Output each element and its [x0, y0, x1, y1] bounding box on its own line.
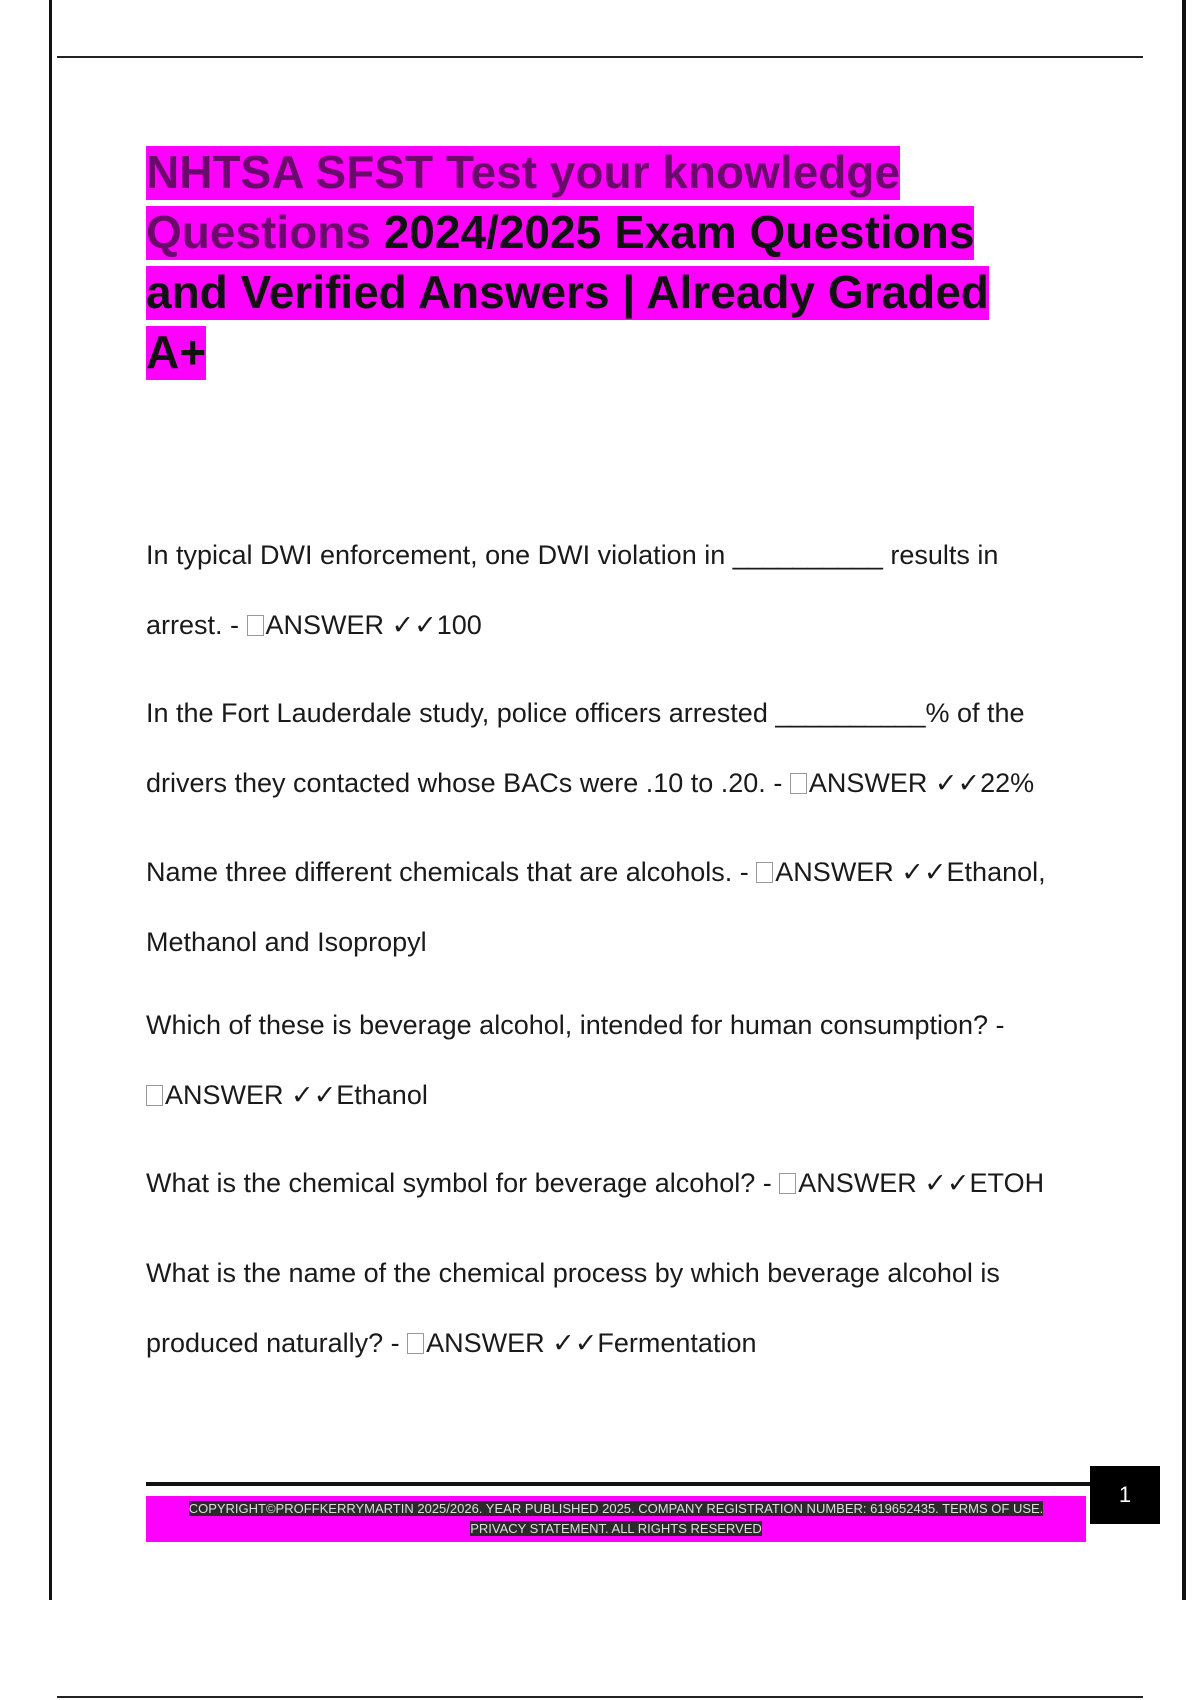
- footer-rule: [146, 1482, 1090, 1486]
- question-text: What is the chemical symbol for beverage alcohol? -: [146, 1168, 780, 1198]
- title-line-3: and Verified Answers | Already Graded: [146, 266, 989, 318]
- answer-text: Methanol and Isopropyl: [146, 927, 427, 957]
- page-border-right: [1182, 0, 1186, 1600]
- question-text: In typical DWI enforcement, one DWI violation in __________ results in: [146, 540, 999, 570]
- checkbox-glyph-icon: [756, 862, 773, 883]
- answer-text: ANSWER ✓✓Ethanol,: [775, 857, 1046, 887]
- top-rule: [57, 56, 1143, 58]
- checkbox-glyph-icon: [407, 1333, 424, 1354]
- question-text: drivers they contacted whose BACs were .10 to .20. -: [146, 768, 790, 798]
- title-line-1: NHTSA SFST Test your knowledge: [146, 146, 900, 198]
- question-text: produced naturally? -: [146, 1328, 408, 1358]
- checkbox-glyph-icon: [247, 615, 264, 636]
- footer-line-1: COPYRIGHT©PROFFKERRYMARTIN 2025/2026. YEAR PUBLISHED 2025. COMPANY REGISTRATION NUMBER: 619652435. TERMS OF USE.: [188, 1501, 1044, 1516]
- answer-text: ANSWER ✓✓22%: [808, 768, 1035, 798]
- bottom-rule: [57, 1696, 1143, 1698]
- qa-item-3: [146, 837, 1106, 977]
- page-border-left: [49, 0, 52, 1600]
- qa-item-2: [146, 678, 1106, 818]
- question-text: Which of these is beverage alcohol, intended for human consumption? -: [146, 1010, 1005, 1040]
- question-text: In the Fort Lauderdale study, police officers arrested __________% of the: [146, 698, 1025, 728]
- qa-item-5: [146, 1148, 1106, 1218]
- document-title: [146, 142, 1066, 382]
- qa-item-4: [146, 990, 1106, 1130]
- answer-text: ANSWER ✓✓Fermentation: [426, 1328, 757, 1358]
- answer-text: ANSWER ✓✓ETOH: [798, 1168, 1045, 1198]
- footer-line-2: PRIVACY STATEMENT. ALL RIGHTS RESERVED: [470, 1521, 762, 1536]
- checkbox-glyph-icon: [790, 773, 807, 794]
- answer-text: ANSWER ✓✓Ethanol: [165, 1080, 428, 1110]
- title-line-4: A+: [146, 326, 207, 378]
- title-line-2b: 2024/2025 Exam Questions: [370, 206, 975, 258]
- checkbox-glyph-icon: [779, 1173, 796, 1194]
- qa-item-6: [146, 1238, 1106, 1378]
- title-line-2a: Questions: [146, 206, 371, 258]
- question-text: arrest. -: [146, 610, 247, 640]
- answer-text: ANSWER ✓✓100: [265, 610, 482, 640]
- question-text: What is the name of the chemical process by which beverage alcohol is: [146, 1258, 1000, 1288]
- question-text: Name three different chemicals that are alcohols. -: [146, 857, 757, 887]
- qa-item-1: [146, 520, 1106, 660]
- page-number: 1: [1090, 1466, 1160, 1524]
- footer-copyright: [146, 1496, 1086, 1542]
- checkbox-glyph-icon: [146, 1085, 163, 1106]
